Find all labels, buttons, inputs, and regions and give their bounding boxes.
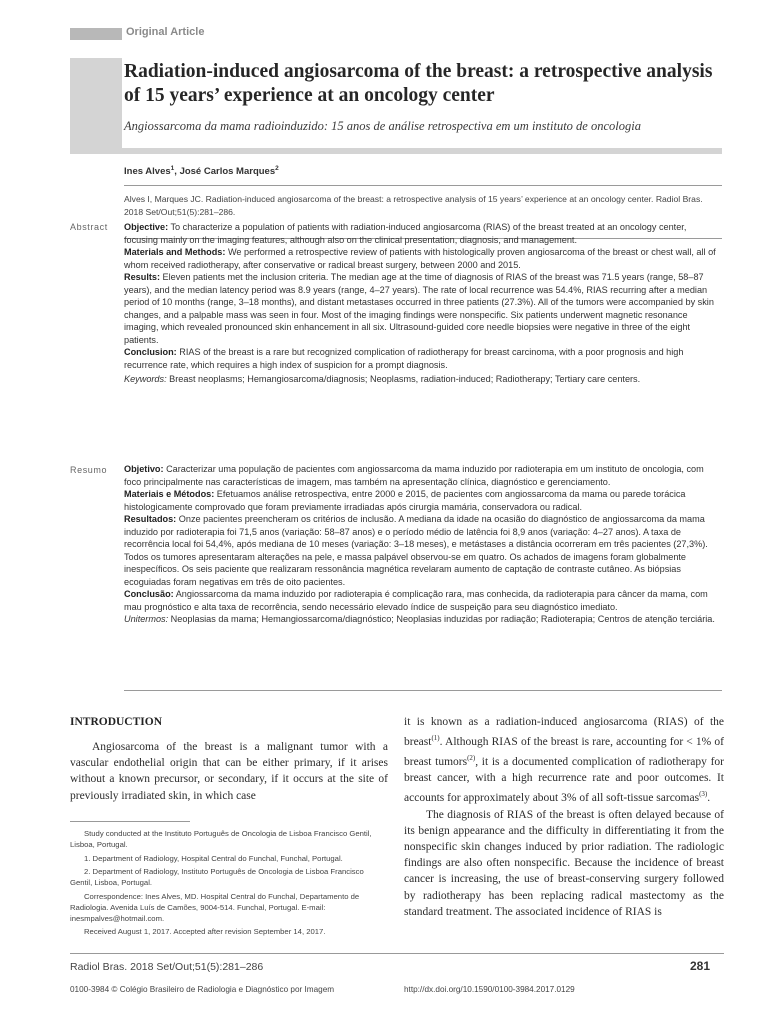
resumo-conclusion (124, 588, 722, 613)
section-label: Conclusion: (124, 347, 177, 357)
header-accent-bar (70, 28, 122, 40)
author-affiliation-mark: 1 (170, 165, 175, 172)
resumo-objective (124, 463, 722, 488)
author-separator: , (174, 166, 180, 178)
resumo-label: Resumo (70, 465, 108, 475)
section-text: Angiossarcoma da mama induzido por radioterapia é complicação rara, mas conhecida, da radioterapia para câncer da mama, com mau prognóstico e alta taxa de recorrência, sendo necessário elevado índice de suspeição para seu diagnóstico imediato. (124, 589, 708, 612)
footnote: Correspondence: Ines Alves, MD. Hospital Central do Funchal, Departamento de Radiologia. Avenida Luís de Camões, 9004-514. Funchal, Portugal. E-mail: inesmpalves@hotmail.com. (70, 891, 360, 923)
footnote: 1. Department of Radiology, Hospital Central do Funchal, Funchal, Portugal. (84, 853, 343, 863)
paragraph (404, 714, 724, 807)
abstract-label: Abstract (70, 222, 108, 232)
section-text: We performed a retrospective review of patients with histologically proven angiosarcoma of the breast or chest wall, all of whom received radiotherapy, after conservative or radical breast surgery, between 2000 and 2015. (124, 247, 716, 270)
introduction-heading: INTRODUCTION (70, 716, 163, 728)
abstract-results (124, 271, 722, 346)
footnotes (70, 828, 388, 940)
title-accent-band (70, 58, 122, 154)
section-label: Resultados: (124, 514, 177, 524)
divider (124, 690, 722, 691)
doi-link[interactable]: http://dx.doi.org/10.1590/0100-3984.2017.0129 (404, 985, 575, 994)
author-name: José Carlos Marques (179, 166, 276, 178)
text-run: , it is a documented complication of radiotherapy for breast cancer, with a high recurrence rate and poor outcomes. It accounts for approximately about 3% of all soft-tissue sarcomas (404, 756, 724, 805)
divider (124, 185, 722, 186)
resumo-keywords (124, 613, 722, 626)
text-run: it is known as a radiation-induced angiosarcoma (RIAS) of the breast (404, 716, 724, 749)
article-title: Radiation-induced angiosarcoma of the breast: a retrospective analysis of 15 years’ experience at an oncology center (124, 61, 713, 106)
journal-citation: Radiol Bras. 2018 Set/Out;51(5):281–286 (70, 961, 264, 973)
citation-ref: (2) (467, 754, 476, 763)
article-subtitle: Angiossarcoma da mama radioinduzido: 15 anos de análise retrospectiva em um instituto de oncologia (124, 119, 641, 133)
section-text: Breast neoplasms; Hemangiosarcoma/diagnosis; Neoplasms, radiation-induced; Radiotherapy; Tertiary care centers. (166, 374, 641, 384)
section-text: Neoplasias da mama; Hemangiossarcoma/diagnóstico; Neoplasias induzidas por radiação; Radioterapia; Centros de atenção terciária. (168, 614, 715, 624)
paragraph: Angiosarcoma of the breast is a malignant tumor with a vascular endothelial origin that can be either primary, if it arises without a known precursor, or secondary, if it occurs at the site of previously irradiated skin, in which case (70, 741, 388, 802)
abstract-body (124, 221, 722, 386)
author-line (124, 165, 279, 177)
section-text: Efetuamos análise retrospectiva, entre 2000 e 2015, de pacientes com angiossarcoma da mama ou parede torácica histologicamente comprovado que foram previamente irradiadas após cirurgia mamária, conservadora ou radical. (124, 489, 686, 512)
section-label: Materiais e Métodos: (124, 489, 215, 499)
section-text: Onze pacientes preencheram os critérios de inclusão. A mediana da idade na ocasião do diagnóstico de angiossarcoma da mama induzido por radioterapia foi 71,5 anos (variação: 58–87 anos) e o período médio de latência foi 8,9 anos (variação: 4–27 anos). A taxa de recorrência local foi 54,4%, após mediana de 10 meses (variação: 3–18 meses), e metástases a distância ocorreram em três pacientes (27,3%). Todos os tumores apresentaram alterações na pele, e massa palpável observou-se em quatro. Os achados de imagens foram globalmente inespecíficos. Os seis paciente que realizaram ressonância magnética revelaram aumento de captação de contraste cutâneo. As biópsias ecoguiadas foram negativas em três de oito pacientes. (124, 514, 708, 587)
author-affiliation-mark: 2 (275, 165, 279, 172)
text-run: . Although RIAS of the breast is rare, accounting for < 1% of breast tumors (404, 736, 724, 769)
section-text: Caracterizar uma população de pacientes com angiossarcoma da mama induzido por radioterapia em um instituto de oncologia, com foco principalmente nas características de imagem, mas também na apresentação clínica, diagnóstico e gerenciamento. (124, 464, 704, 487)
left-column-text (70, 739, 388, 804)
footnote: Received August 1, 2017. Accepted after revision September 14, 2017. (84, 927, 326, 936)
section-label: Unitermos: (124, 614, 169, 624)
section-label: Keywords: (124, 374, 167, 384)
abstract-keywords (124, 373, 722, 386)
section-text: Eleven patients met the inclusion criteria. The median age at the time of diagnosis of RIAS of the breast was 71.5 years (range, 58–87 years), and the median latency period was 8.9 years (range, 4–27 years). The rate of local recurrence was 54.4%, RIAS recurring after a median period of 10 months (range, 3–18 months), and distant metastases occurred in three patients (27.3%). All of the tumors were accompanied by skin changes, and a palpable mass was seen in four. Most of the imaging findings were nonspecific. Six patients underwent magnetic resonance imaging, which revealed pronounced skin enhancement in all six. Ultrasound-guided core needle biopsies were negative in three of the eight patients. (124, 272, 714, 345)
citation: Alves I, Marques JC. Radiation-induced angiosarcoma of the breast: a retrospective analysis of 15 years’ experience at an oncology center. Radiol Bras. 2018 Set/Out;51(5):281–286. (124, 194, 703, 217)
resumo-results (124, 513, 722, 588)
section-text: RIAS of the breast is a rare but recognized complication of radiotherapy for breast carcinoma, with a poor prognosis and high recurrence rate, which requires a high index of suspicion for a prompt diagnosis. (124, 347, 684, 370)
resumo-body (124, 463, 722, 626)
article-type-label: Original Article (126, 26, 205, 38)
footer-rule (70, 953, 724, 954)
page-number: 281 (690, 959, 711, 973)
right-column-text (404, 714, 724, 920)
footnote: 2. Department of Radiology, Instituto Português de Oncologia de Lisboa Francisco Gentil, Lisboa, Portugal. (70, 867, 364, 887)
citation-ref: (1) (431, 734, 440, 743)
section-label: Materials and Methods: (124, 247, 226, 257)
abstract-methods (124, 246, 722, 271)
section-label: Results: (124, 272, 161, 282)
section-label: Objetivo: (124, 464, 164, 474)
abstract-conclusion (124, 346, 722, 371)
abstract-objective (124, 221, 722, 246)
author-name: Ines Alves (124, 166, 171, 178)
footnote: Study conducted at the Instituto Português de Oncologia de Lisboa Francisco Gentil, Lisboa, Portugal. (70, 829, 372, 849)
title-underline-rule (122, 148, 722, 154)
citation-ref: (3) (699, 790, 708, 799)
section-label: Conclusão: (124, 589, 174, 599)
copyright-notice: 0100-3984 © Colégio Brasileiro de Radiologia e Diagnóstico por Imagem (70, 985, 335, 994)
resumo-methods (124, 488, 722, 513)
section-label: Objective: (124, 222, 169, 232)
text-run: . (707, 792, 711, 805)
section-text: To characterize a population of patients with radiation-induced angiosarcoma (RIAS) of the breast treated at an oncology center, focusing mainly on the imaging features, although also on the clinical presentation, diagnosis, and management. (124, 222, 687, 245)
footnote-rule (70, 821, 190, 822)
paragraph: The diagnosis of RIAS of the breast is often delayed because of its benign appearance and the difficulty in differentiating it from the nonspecific skin changes induced by prior radiation. The radiologic findings are also often nonspecific. Because the incidence of breast cancer is increasing, the use of breast-conserving surgery followed by radiotherapy has been replacing radical mastectomy as the standard treatment. The associated incidence of RIAS is (404, 808, 724, 918)
